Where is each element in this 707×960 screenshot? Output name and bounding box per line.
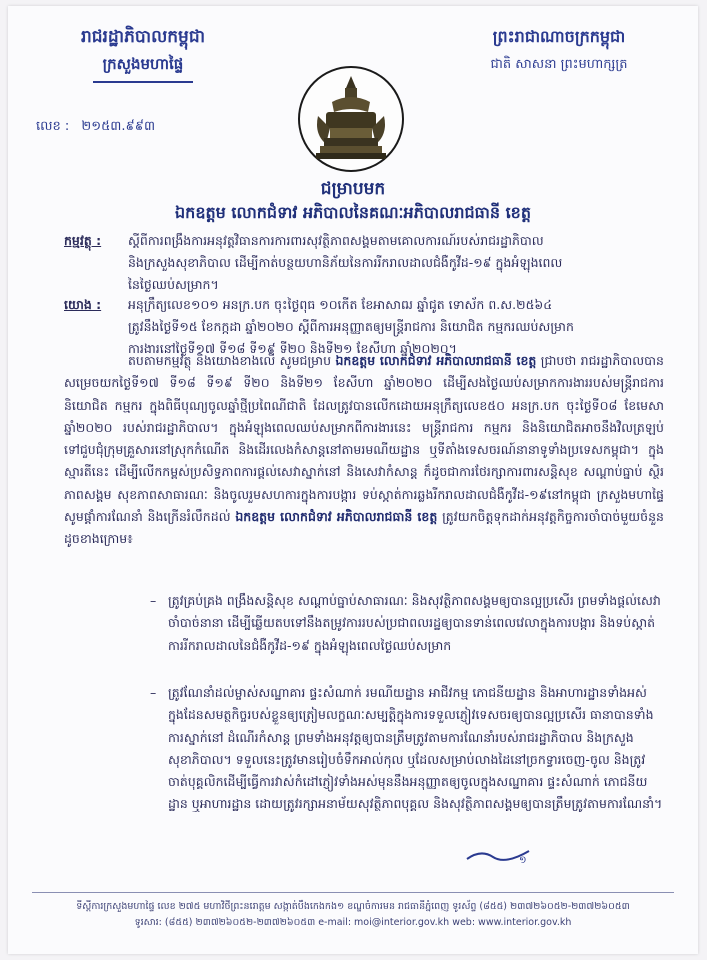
national-motto: ជាតិ សាសនា ព្រះមហាក្សត្រ [490,57,628,72]
letter-footer [32,892,674,931]
bullet-text: ត្រូវណែនាំដល់ម្ចាស់សណ្ឋាគារ ផ្ទះសំណាក់ រមណីយដ្ឋាន អាជីវកម្ម ភោជនីយដ្ឋាន និងអាហារដ្ឋានទាំងអស់ក្នុងដែនសមត្ថកិច្ចរបស់ខ្លួនឲ្យត្រៀមលក្ខណៈសម្បត្តិក្នុងការទទួលភ្ញៀវទេសចរឲ្យបានល្អប្រសើរ ធានាបានទាំងការស្នាក់នៅ ដំណើរកំសាន្ត ព្រមទាំងអនុវត្តឲ្យបានត្រឹមត្រូវតាមការណែនាំរបស់រាជរដ្ឋាភិបាល និងក្រសួងសុខាភិបាល។ ទទួលនេះត្រូវមានរៀបចំទឹកអាល់កុល ឬដែលសម្រាប់លាងដៃនៅច្រកទ្វារចេញ-ចូល និងត្រូវចាត់បុគ្គលិកដើម្បីធ្វើការវាស់កំដៅភ្ញៀវទាំងអស់មុននឹងអនុញ្ញាតឲ្យចូលក្នុងសណ្ឋាគារ ផ្ទះសំណាក់ ភោជនីយដ្ឋាន ឬអាហារដ្ឋាន ដោយត្រូវរក្សាអនាម័យសុវត្ថិភាពបុគ្គល និងសុវត្ថិភាពសង្គមឲ្យបានត្រឹមត្រូវតាមការណែនាំ។ [168,685,663,812]
ministry-name: ក្រសួងមហាផ្ទៃ [102,55,184,73]
kingdom-name: ព្រះរាជាណាចក្រកម្ពុជា [492,27,626,46]
reference-number-label: លេខ : [36,119,70,134]
ministry-header [36,26,238,134]
government-name: រាជរដ្ឋាភិបាលកម្ពុជា [80,27,206,47]
reference-key: យោង : [64,297,102,312]
recipient-name: ឯកឧត្តម លោកជំទាវ អភិបាលនៃគណៈអភិបាលរាជធានី ខេត្ត [175,203,531,222]
page-number: ១ [519,855,527,866]
letter-page [8,6,698,954]
recipient-label: ជម្រាបមក [320,179,386,199]
kingdom-header [444,26,674,75]
reference-text: អនុក្រឹត្យលេខ១០១ អនក្រ.បក ចុះថ្ងៃពុធ ១០កើត ខែអាសាឍ ឆ្នាំជូត ទោស័ក ព.ស.២៥៦៤ ត្រូវនឹងថ្ងៃទី១៥ ខែកក្កដា ឆ្នាំ២០២០ ស្តីពីការអនុញ្ញាតឲ្យមន្ត្រីរាជការ និយោជិត កម្មករឈប់សម្រាក ការងារនៅថ្ងៃទី១៧ ទី១៨ ទី១៩ ទី២០ និងទី២១ ខែសីហា ឆ្នាំ២០២០។ [128,297,574,356]
body-paragraph-addressee: ឯកឧត្តម លោកជំទាវ អភិបាលរាជធានី ខេត្ត [235,509,438,525]
footer-address: ទីស្តីការក្រសួងមហាផ្ទៃ លេខ ២៧៥ មហាវិថីព្រះនរោត្តម សង្កាត់បឹងកេងកង១ ខណ្ឌចំការមន រាជធានីភ្នំពេញ ទូរស័ព្ទ (៨៥៥) ២៣៧២៦០៥២-២៣៧២៦០៥៣ [76,901,630,912]
reference-number [36,118,155,137]
list-item: – ត្រូវគ្រប់គ្រង ពង្រឹងសន្តិសុខ សណ្តាប់ធ្នាប់សាធារណៈ និងសុវត្ថិភាពសង្គមឲ្យបានល្អប្រសើរ ព្រមទាំងផ្តល់សេវាចាំបាច់នានា ដើម្បីឆ្លើយតបទៅនឹងតម្រូវការរបស់ប្រជាពលរដ្ឋឲ្យបានទាន់ពេលវេលាក្នុងការបង្ការ និងទប់ស្កាត់ការរីករាលដាលនៃជំងឺកូវីដ-១៩ ក្នុងអំឡុងពេលថ្ងៃឈប់សម្រាក [150,593,661,653]
subject-key: កម្មវត្ថុ : [64,233,102,248]
subject-field [64,230,664,296]
header-rule [93,81,193,83]
body-paragraph-tail: ត្រូវយកចិត្តទុកដាក់អនុវត្តកិច្ចការចាំបាច់មួយចំនួនដូចខាងក្រោម៖ [64,509,664,547]
reference-number-value: ២១៥៣.៩៩៣ [81,119,156,134]
bullet-text: ត្រូវគ្រប់គ្រង ពង្រឹងសន្តិសុខ សណ្តាប់ធ្នាប់សាធារណៈ និងសុវត្ថិភាពសង្គមឲ្យបានល្អប្រសើរ ព្រមទាំងផ្តល់សេវាចាំបាច់នានា ដើម្បីឆ្លើយតបទៅនឹងតម្រូវការរបស់ប្រជាពលរដ្ឋឲ្យបានទាន់ពេលវេលាក្នុងការបង្ការ និងទប់ស្កាត់ការរីករាលដាលនៃជំងឺកូវីដ-១៩ ក្នុងអំឡុងពេលថ្ងៃឈប់សម្រាក [168,593,661,653]
body-paragraph [64,350,664,551]
list-item: – ត្រូវណែនាំដល់ម្ចាស់សណ្ឋាគារ ផ្ទះសំណាក់ រមណីយដ្ឋាន អាជីវកម្ម ភោជនីយដ្ឋាន និងអាហារដ្ឋានទាំងអស់ក្នុងដែនសមត្ថកិច្ចរបស់ខ្លួនឲ្យត្រៀមលក្ខណៈសម្បត្តិក្នុងការទទួលភ្ញៀវទេសចរឲ្យបានល្អប្រសើរ ធានាបានទាំងការស្នាក់នៅ ដំណើរកំសាន្ត ព្រមទាំងអនុវត្តឲ្យបានត្រឹមត្រូវតាមការណែនាំរបស់រាជរដ្ឋាភិបាល និងក្រសួងសុខាភិបាល។ ទទួលនេះត្រូវមានរៀបចំទឹកអាល់កុល ឬដែលសម្រាប់លាងដៃនៅច្រកទ្វារចេញ-ចូល និងត្រូវចាត់បុគ្គលិកដើម្បីធ្វើការវាស់កំដៅភ្ញៀវទាំងអស់មុននឹងអនុញ្ញាតឲ្យចូលក្នុងសណ្ឋាគារ ផ្ទះសំណាក់ ភោជនីយដ្ឋាន ឬអាហារដ្ឋាន ដោយត្រូវរក្សាអនាម័យសុវត្ថិភាពបុគ្គល និងសុវត្ថិភាពសង្គមឲ្យបានត្រឹមត្រូវតាមការណែនាំ។ [150,685,663,812]
body-addressee: ឯកឧត្តម លោកជំទាវ អភិបាលរាជធានី ខេត្ត [335,353,537,368]
body-intro: តបតាមកម្មវត្ថុ និងយោងខាងលើ សូមជម្រាប [128,353,332,368]
body-paragraph-text: ជ្រាបថា រាជរដ្ឋាភិបាលបានសម្រេចយកថ្ងៃទី១៧ ទី១៨ ទី១៩ ទី២០ និងទី២១ ខែសីហា ឆ្នាំ២០២០ ដើម្បីសងថ្ងៃឈប់សម្រាកការងាររបស់មន្ត្រីរាជការ និយោជិត កម្មករ ក្នុងពិធីបុណ្យចូលឆ្នាំថ្មីប្រពៃណីជាតិ ដែលត្រូវបានលើកដោយអនុក្រឹត្យលេខ៥០ អនក្រ.បក ចុះថ្ងៃទី០៨ ខែមេសា ឆ្នាំ២០២០ របស់រាជរដ្ឋាភិបាល។ ក្នុងអំឡុងពេលឈប់សម្រាកពីការងារនេះ មន្ត្រីរាជការ កម្មករ និងនិយោជិតអាចនឹងវិលត្រឡប់ទៅជួបជុំក្រុមគ្រួសារនៅស្រុកកំណើត និងដើរលេងកំសាន្តនៅតាមរមណីយដ្ឋាន ឬទីតាំងទេសចរណ៍នានាទូទាំងប្រទេសកម្ពុជា។ ក្នុងស្មារតីនេះ ដើម្បីលើកកម្ពស់ប្រសិទ្ធភាពការផ្តល់សេវាស្នាក់នៅ និងសេវាកំសាន្ត ក៏ដូចជាការថែរក្សាការពារសន្តិសុខ សណ្តាប់ធ្នាប់ ស្ថិរភាពសង្គម សុខភាពសាធារណៈ និងចូលរួមសហការក្នុងការបង្ការ ទប់ស្កាត់ការឆ្លងរីករាលដាលជំងឺកូវីដ-១៩នៅកម្ពុជា ក្រសួងមហាផ្ទៃសូមផ្តាំការណែនាំ និងក្រើនរំលឹកដល់ [64,353,664,525]
subject-text: ស្តីពីការពង្រឹងការអនុវត្តវិធានការការពារសុវត្ថិភាពសង្គមតាមគោលការណ៍របស់រាជរដ្ឋាភិបាល និងក្រសួងសុខាភិបាល ដើម្បីកាត់បន្ថយហានិភ័យនៃការរីករាលដាលជំងឺកូវីដ-១៩ ក្នុងអំឡុងពេល នៃថ្ងៃឈប់សម្រាក។ [128,233,563,292]
footer-contact: ទូរសារ: (៨៥៥) ២៣៧២៦០៥២-២៣៧២៦០៥៣ e-mail: moi@interior.gov.kh web: www.interior.gov.kh [134,917,572,928]
initial-mark-icon [463,841,533,867]
royal-emblem-icon [296,64,406,174]
